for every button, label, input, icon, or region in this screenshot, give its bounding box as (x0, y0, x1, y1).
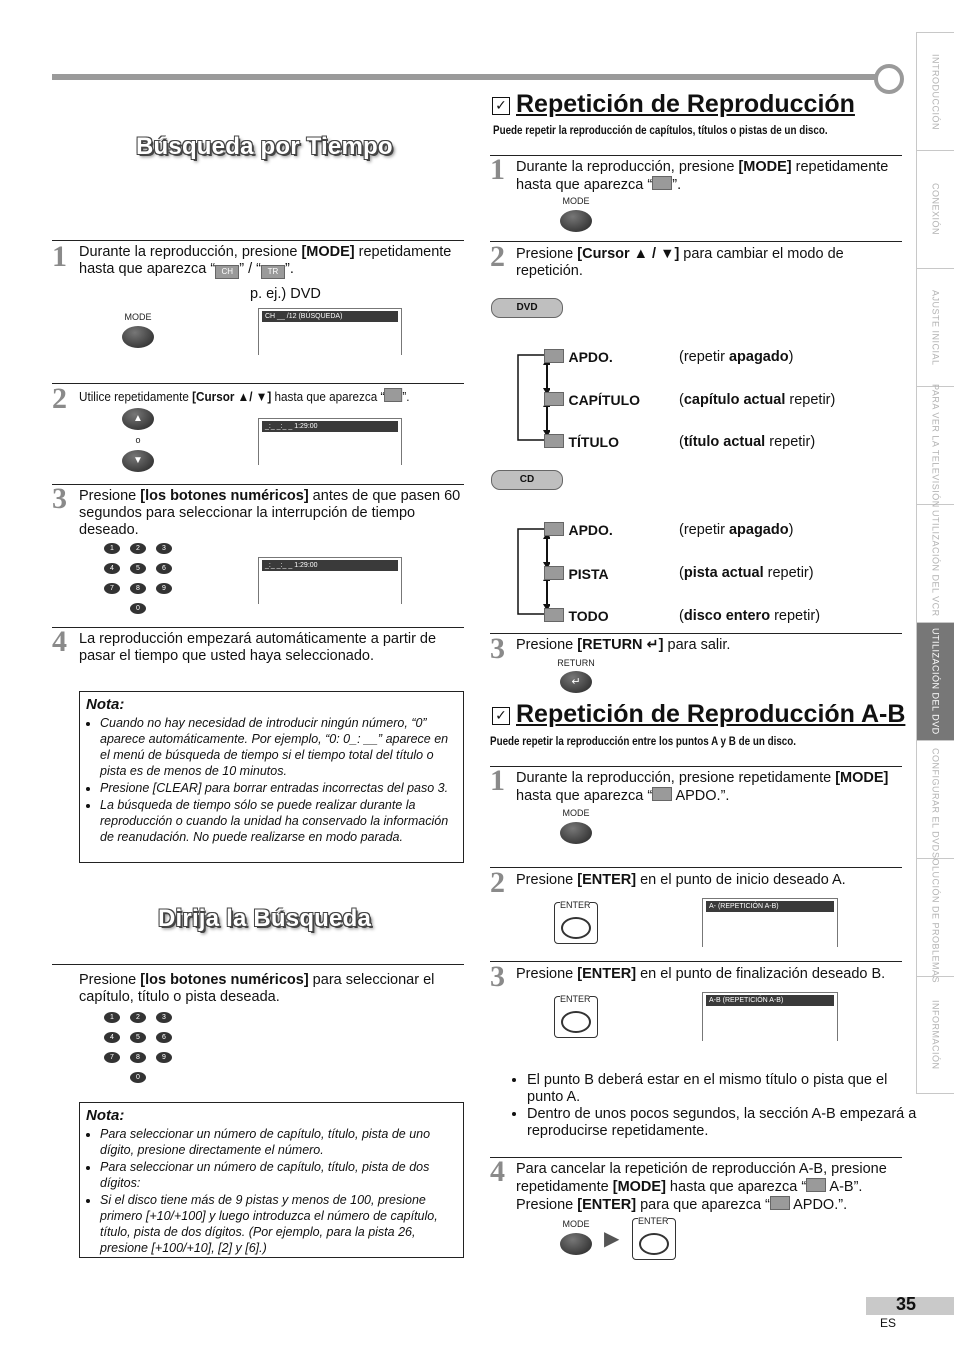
clock-icon (384, 388, 402, 402)
step-number: 3 (490, 632, 505, 665)
cd-mode-row: PISTA (544, 566, 609, 584)
step-text: Presione [Cursor ▲ / ▼] para cambiar el modo de repetición. (516, 246, 844, 279)
bullet-list (512, 1072, 919, 1140)
ab-icon (806, 1178, 826, 1192)
enter-button-label: ENTER (560, 900, 591, 910)
step-number: 4 (52, 625, 67, 658)
dvd-badge: DVD (491, 298, 563, 318)
note-item: • Presione [CLEAR] para borrar entradas incorrectas del paso 3. (100, 780, 457, 796)
ch-icon: CH (215, 265, 239, 279)
step-number: 2 (490, 240, 505, 273)
note-title: Nota: (86, 1107, 125, 1124)
mode-desc: (disco entero repetir) (679, 608, 821, 624)
osd-screen: _:_ _:_ _ 1:29:00 (258, 418, 402, 465)
page-number: 35 (895, 1294, 916, 1314)
next-arrow-icon: ▶ (604, 1228, 620, 1250)
side-tab-active[interactable]: UTILIZACIÓN DEL DVD (916, 622, 954, 740)
step-text: Presione [ENTER] en el punto de inicio deseado A. (516, 872, 846, 888)
num-key-0[interactable]: 0 (130, 1072, 146, 1083)
note-item: • Si el disco tiene más de 9 pistas y menos de 100, presione primero [+10/+100] y luego introduzca el número de capítulo, título, pista de dos dígitos. (Por ejemplo, para la pista 26, presione [+100/+10], [2] y [6].) (100, 1192, 457, 1256)
enter-button-label: ENTER (638, 1216, 669, 1226)
ab-title: ✓ Repetición de Reproducción A-B (492, 700, 905, 729)
divider (490, 961, 902, 962)
repeat-icon (544, 392, 564, 406)
num-key-6[interactable]: 6 (156, 1032, 172, 1043)
repeat-icon (544, 522, 564, 536)
side-tab[interactable]: CONEXIÓN (916, 150, 954, 268)
side-tab[interactable]: INFORMACIÓN (916, 976, 954, 1094)
divider (490, 1157, 902, 1158)
ab-icon (770, 1196, 790, 1210)
note-item: • La búsqueda de tiempo sólo se puede realizar durante la reproducción o cuando la unidad ha conservado la información de reanudación. No puede realizarse en modo parada. (100, 797, 457, 845)
arrow-up-icon: ▲ (133, 413, 143, 424)
tr-icon: TR (261, 265, 285, 279)
bullet-item: • El punto B deberá estar en el mismo título o pista que el punto A. (527, 1072, 919, 1106)
step-text: Para cancelar la repetición de reproducción A-B, presione repetidamente [MODE] hasta que aparezca “ A-B”. Presione [ENTER] para que aparezca “ APDO.”. (516, 1161, 887, 1213)
step-text: Durante la reproducción, presione [MODE] repetidamente hasta que aparezca “ ”. (516, 159, 889, 193)
note-item: • Cuando no hay necesidad de introducir ningún número, “0” aparece automáticamente. Por ejemplo, “0: 0_: __” aparece en el menú de búsqueda de tiempo si el tiempo total del título o pista es de menos de 10 minutos. (100, 715, 457, 779)
mode-button-label: MODE (124, 312, 152, 322)
checkbox-icon: ✓ (492, 707, 510, 725)
language-code: ES (880, 1316, 897, 1330)
repeat-icon (652, 176, 672, 190)
return-button[interactable] (560, 671, 592, 693)
cd-mode-row: APDO. (544, 522, 613, 540)
divider (490, 241, 902, 242)
divider (490, 867, 902, 868)
mode-desc: (repetir apagado) (679, 349, 794, 365)
numeric-keypad (104, 1012, 176, 1083)
header-circle (874, 64, 904, 94)
num-key-4[interactable]: 4 (104, 1032, 120, 1043)
checkbox-icon: ✓ (492, 97, 510, 115)
side-tab[interactable]: AJUSTE INICIAL (916, 268, 954, 386)
divider (52, 484, 464, 485)
time-search-heading: Búsqueda por Tiempo (136, 133, 393, 160)
step-text: Durante la reproducción, presione repetidamente [MODE] hasta que aparezca “ APDO.”. (516, 770, 889, 804)
mode-button[interactable] (560, 1233, 592, 1255)
repeat-icon (544, 349, 564, 363)
num-key-1[interactable]: 1 (104, 543, 120, 554)
num-key-9[interactable]: 9 (156, 583, 172, 594)
repeat-subtitle: Puede repetir la reproducción de capítulos, títulos o pistas de un disco. (493, 123, 828, 137)
step-number: 3 (490, 960, 505, 993)
divider (490, 766, 902, 767)
num-key-1[interactable]: 1 (104, 1012, 120, 1023)
step-number: 4 (490, 1155, 505, 1188)
return-button-label: RETURN (557, 658, 595, 668)
divider (490, 633, 902, 634)
num-key-5[interactable]: 5 (130, 1032, 146, 1043)
num-key-9[interactable]: 9 (156, 1052, 172, 1063)
return-arrow-icon: ↵ (571, 676, 581, 688)
side-tabs (916, 32, 954, 1094)
note-box (79, 1102, 464, 1258)
dvd-mode-row: TÍTULO (544, 434, 619, 452)
side-tab[interactable]: SOLUCIÓN DE PROBLEMAS (916, 858, 954, 976)
direct-search-text: Presione [los botones numéricos] para seleccionar el capítulo, título o pista deseada. (79, 972, 435, 1005)
cursor-down-button[interactable] (122, 450, 154, 472)
num-key-8[interactable]: 8 (130, 583, 146, 594)
divider (490, 155, 902, 156)
mode-button-label: MODE (562, 808, 590, 818)
step-number: 1 (490, 153, 505, 186)
step-text: Utilice repetidamente [Cursor ▲/ ▼] hasta que aparezca “ ”. (79, 389, 410, 404)
repeat-title: ✓ Repetición de Reproducción (492, 90, 855, 119)
num-key-0[interactable]: 0 (130, 603, 146, 614)
divider (52, 964, 464, 965)
ab-subtitle: Puede repetir la reproducción entre los puntos A y B de un disco. (490, 734, 797, 748)
mode-button[interactable] (122, 326, 154, 348)
divider (52, 240, 464, 241)
num-key-3[interactable]: 3 (156, 543, 172, 554)
dvd-mode-row: APDO. (544, 349, 613, 367)
numeric-keypad (104, 543, 176, 614)
osd-screen: _:_ _:_ _ 1:29:00 (258, 557, 402, 604)
osd-screen: CH __ /12 (BÚSQUEDA) (258, 308, 402, 355)
step-number: 2 (52, 382, 67, 415)
arrow-down-icon: ▼ (133, 455, 143, 466)
repeat-icon (544, 566, 564, 580)
enter-ring-icon (561, 1011, 591, 1033)
enter-ring-icon (561, 917, 591, 939)
ab-icon (652, 787, 672, 801)
step-number: 1 (490, 764, 505, 797)
note-title: Nota: (86, 696, 125, 713)
step-number: 1 (52, 240, 67, 273)
osd-screen: A- (REPETICIÓN A-B) (702, 898, 838, 947)
step-text: Durante la reproducción, presione [MODE] repetidamente hasta que aparezca “ CH ” / “ TR ”. (79, 244, 452, 277)
cd-badge: CD (491, 470, 563, 490)
repeat-icon (544, 434, 564, 448)
num-key-6[interactable]: 6 (156, 563, 172, 574)
num-key-7[interactable]: 7 (104, 583, 120, 594)
mode-desc: (capítulo actual repetir) (679, 392, 836, 408)
step-text: Presione [RETURN ↵] para salir. (516, 637, 731, 653)
step-number: 3 (52, 482, 67, 515)
num-key-4[interactable]: 4 (104, 563, 120, 574)
note-item: • Para seleccionar un número de capítulo, título, pista de dos dígitos: (100, 1159, 457, 1191)
mode-desc: (título actual repetir) (679, 434, 816, 450)
cd-mode-row: TODO (544, 608, 609, 626)
osd-screen: A-B (REPETICIÓN A-B) (702, 992, 838, 1041)
side-tab[interactable]: CONFIGURAR EL DVD (916, 740, 954, 858)
step-number: 2 (490, 866, 505, 899)
bullet-item: • Dentro de unos pocos segundos, la sección A-B empezará a reproducirse repetidamente. (527, 1106, 919, 1140)
side-tab[interactable]: INTRODUCCIÓN (916, 32, 954, 150)
mode-button[interactable] (560, 822, 592, 844)
enter-ring-icon (639, 1233, 669, 1255)
header-rule (52, 74, 880, 80)
side-tab[interactable]: PARA VER LA TELEVISIÓN (916, 386, 954, 504)
num-key-3[interactable]: 3 (156, 1012, 172, 1023)
num-key-2[interactable]: 2 (130, 543, 146, 554)
mode-button[interactable] (560, 210, 592, 232)
note-box (79, 691, 464, 863)
step-text: Presione [los botones numéricos] antes de que pasen 60 segundos para seleccionar la interrupción de tiempo deseado. (79, 488, 461, 538)
divider (52, 627, 464, 628)
mode-button-label: MODE (562, 196, 590, 206)
step-text: Presione [ENTER] en el punto de finalización deseado B. (516, 966, 886, 982)
example-label: p. ej.) DVD (250, 286, 321, 302)
divider (52, 383, 464, 384)
num-key-2[interactable]: 2 (130, 1012, 146, 1023)
cursor-up-button[interactable] (122, 408, 154, 430)
repeat-icon (544, 608, 564, 622)
or-label: o (135, 435, 141, 445)
direct-search-heading: Dirija la Búsqueda (158, 905, 371, 932)
num-key-8[interactable]: 8 (130, 1052, 146, 1063)
note-item: • Para seleccionar un número de capítulo, título, pista de uno dígito, presione directamente el número. (100, 1126, 457, 1158)
dvd-mode-row: CAPÍTULO (544, 392, 640, 410)
mode-desc: (repetir apagado) (679, 522, 794, 538)
mode-button-label: MODE (562, 1219, 590, 1229)
side-tab[interactable]: UTILIZACIÓN DEL VCR (916, 504, 954, 622)
mode-desc: (pista actual repetir) (679, 565, 814, 581)
enter-button-label: ENTER (560, 994, 591, 1004)
num-key-7[interactable]: 7 (104, 1052, 120, 1063)
step-text: La reproducción empezará automáticamente a partir de pasar el tiempo que usted haya seleccionado. (79, 631, 437, 664)
num-key-5[interactable]: 5 (130, 563, 146, 574)
